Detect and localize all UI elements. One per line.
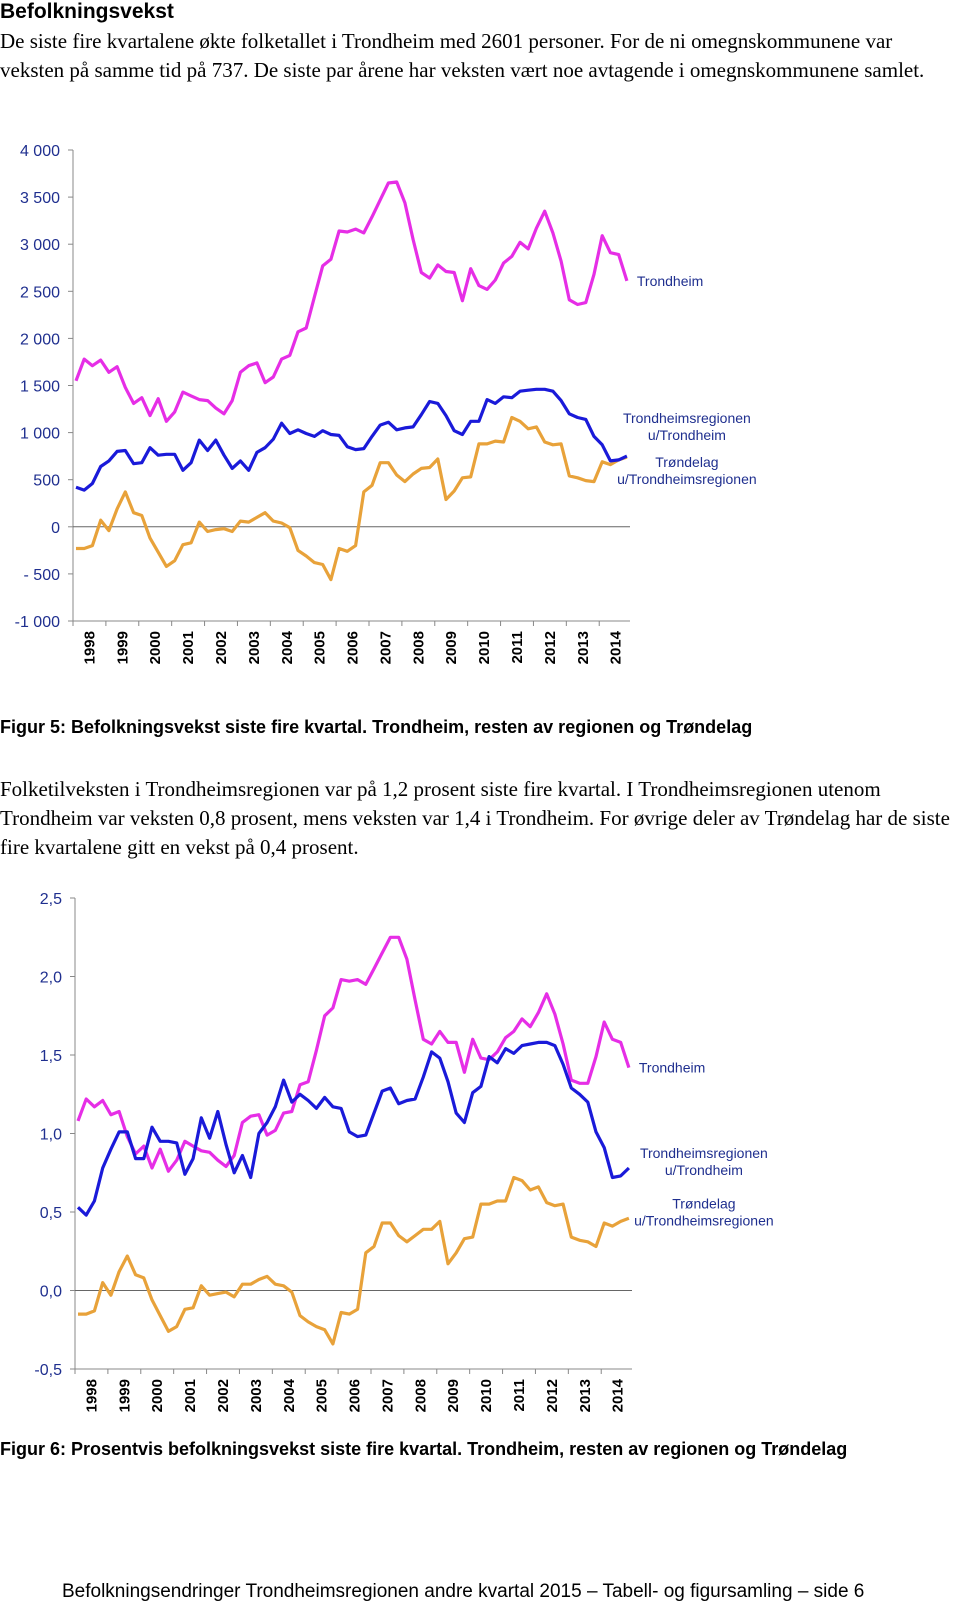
y-tick-label: 1,5 xyxy=(39,1048,62,1065)
x-tick-label: 2004 xyxy=(280,1379,298,1413)
series-label-region xyxy=(623,410,751,443)
series-label-trondelag xyxy=(617,454,757,487)
series-label-region xyxy=(640,1145,768,1178)
y-tick-label: 1,0 xyxy=(39,1126,62,1144)
x-tick-label: 2014 xyxy=(607,631,625,665)
series-label-line: Trondheim xyxy=(636,272,704,289)
x-tick-label: 2000 xyxy=(149,1379,167,1413)
y-tick-label: 2 500 xyxy=(19,284,60,302)
series-label-trondheim xyxy=(639,1060,705,1076)
series-line-trondelag xyxy=(76,418,627,580)
y-tick-label: 3 000 xyxy=(19,237,60,255)
y-tick-label: 500 xyxy=(33,472,60,490)
x-tick-label: 2003 xyxy=(245,631,263,665)
x-tick-label: 2010 xyxy=(476,631,494,665)
x-tick-label: 2005 xyxy=(311,631,329,665)
x-tick-label: 2008 xyxy=(412,1379,430,1413)
y-tick-label: 1 000 xyxy=(19,425,60,443)
figure-5-caption: Figur 5: Befolkningsvekst siste fire kvartal. Trondheim, resten av regionen og Trøndelag xyxy=(0,717,753,737)
y-tick-label: 4 000 xyxy=(19,143,60,160)
series-line-trondelag xyxy=(78,1178,629,1344)
y-tick-label: 2 000 xyxy=(19,331,60,349)
y-tick-label: - 500 xyxy=(23,566,60,584)
growth-paragraph: Folketilveksten i Trondheimsregionen var på 1,2 prosent siste fire kvartal. I Trondheimsregionen utenom Trondheim var veksten 0,8 prosent, mens veksten var 1,4 i Trondheim. For øvrige deler av Trøndelag har de siste fire kvartalene gitt en vekst på 0,4 prosent. xyxy=(0,777,950,859)
x-tick-label: 2003 xyxy=(247,1379,265,1413)
y-tick-label: 2,0 xyxy=(39,969,62,987)
x-tick-label: 2014 xyxy=(609,1379,627,1413)
y-tick-label: -1 000 xyxy=(14,614,60,631)
x-tick-label: 2005 xyxy=(313,1379,331,1413)
x-tick-label: 2013 xyxy=(576,1379,594,1413)
x-tick-label: 2012 xyxy=(543,1379,561,1413)
series-label-line: u/Trondheim xyxy=(664,1162,743,1179)
y-tick-label: 0 xyxy=(51,519,60,537)
series-label-line: Trondheimsregionen xyxy=(622,410,751,427)
x-tick-label: 1999 xyxy=(114,631,132,665)
x-tick-label: 2011 xyxy=(509,631,526,664)
series-label-trondelag xyxy=(634,1195,774,1228)
x-tick-label: 1998 xyxy=(83,1379,101,1413)
x-tick-label: 2004 xyxy=(278,631,296,665)
series-label-line: Trondheimsregionen xyxy=(639,1145,768,1162)
x-tick-label: 2002 xyxy=(213,631,230,665)
x-tick-label: 2013 xyxy=(574,631,592,665)
series-label-trondheim xyxy=(637,273,703,289)
x-tick-label: 2002 xyxy=(215,1379,232,1413)
population-growth-chart xyxy=(0,138,960,678)
series-label-line: Trøndelag xyxy=(655,454,719,471)
x-tick-label: 2007 xyxy=(377,631,395,665)
x-tick-label: 2011 xyxy=(511,1379,528,1412)
series-label-line: Trondheim xyxy=(638,1059,706,1076)
x-tick-label: 1999 xyxy=(116,1379,134,1413)
x-tick-label: 2009 xyxy=(445,1379,463,1413)
x-tick-label: 2012 xyxy=(541,631,559,665)
y-tick-label: 0,5 xyxy=(39,1205,62,1222)
y-tick-label: -0,5 xyxy=(34,1362,62,1379)
series-label-line: u/Trondheimsregionen xyxy=(634,1212,774,1229)
y-tick-label: 1 500 xyxy=(19,378,60,396)
series-line-trondheim xyxy=(76,182,627,421)
x-tick-label: 2007 xyxy=(379,1379,397,1413)
x-tick-label: 2006 xyxy=(346,1379,364,1413)
series-label-line: Trøndelag xyxy=(672,1195,736,1212)
section-heading: Befolkningsvekst xyxy=(0,0,174,23)
series-label-line: u/Trondheim xyxy=(647,427,726,444)
series-line-trondheim xyxy=(78,937,629,1171)
x-tick-label: 2001 xyxy=(182,1379,200,1413)
figure-6-caption: Figur 6: Prosentvis befolkningsvekst siste fire kvartal. Trondheim, resten av regionen og Trøndelag xyxy=(0,1439,848,1459)
y-tick-label: 0,0 xyxy=(39,1283,62,1301)
series-label-line: u/Trondheimsregionen xyxy=(617,471,757,488)
percent-growth-chart xyxy=(0,888,960,1428)
x-tick-label: 2000 xyxy=(147,631,165,665)
x-tick-label: 2009 xyxy=(443,631,461,665)
x-tick-label: 2010 xyxy=(478,1379,496,1413)
y-tick-label: 2,5 xyxy=(39,891,62,908)
x-tick-label: 2001 xyxy=(180,631,198,665)
y-tick-label: 3 500 xyxy=(19,190,60,208)
intro-paragraph: De siste fire kvartalene økte folketallet i Trondheim med 2601 personer. For de ni omegnskommunene var veksten på samme tid på 737. De siste par årene har veksten vært noe avtagende i omegnskommunene samlet. xyxy=(0,29,925,82)
x-tick-label: 1998 xyxy=(81,631,99,665)
series-line-region xyxy=(78,1042,629,1215)
x-tick-label: 2006 xyxy=(344,631,362,665)
x-tick-label: 2008 xyxy=(410,631,428,665)
page-footer: Befolkningsendringer Trondheimsregionen andre kvartal 2015 – Tabell- og figursamling – side 6 xyxy=(62,1581,865,1602)
